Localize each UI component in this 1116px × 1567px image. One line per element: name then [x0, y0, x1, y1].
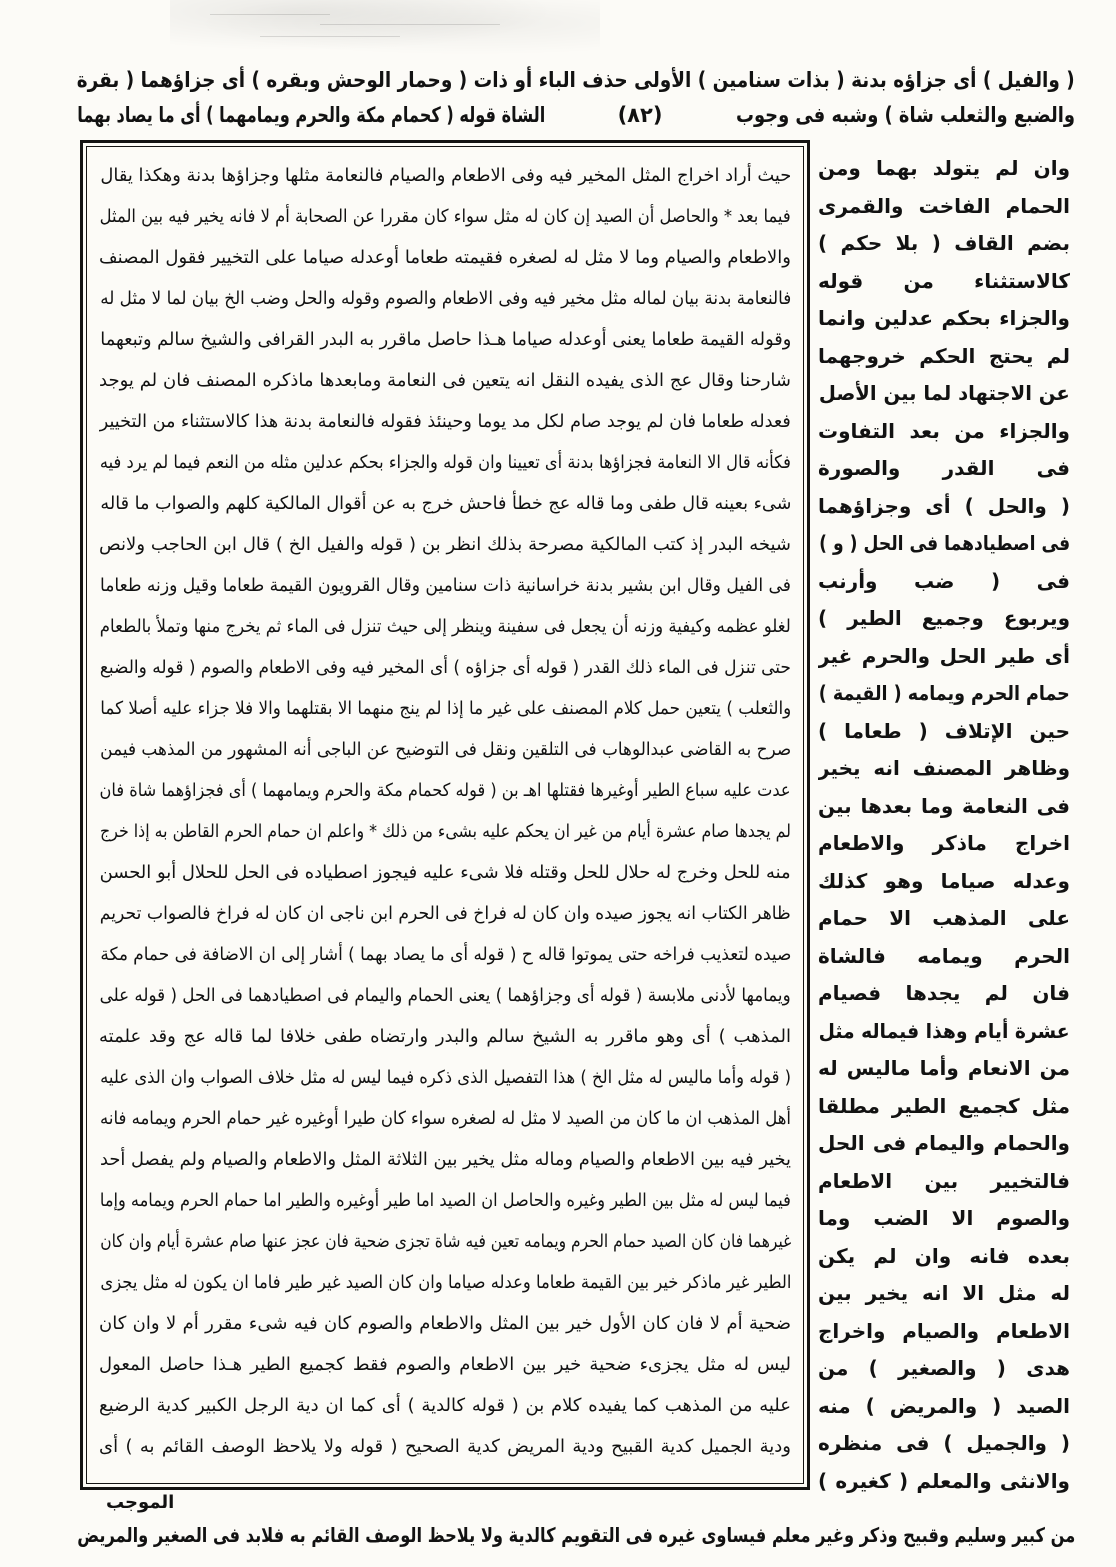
- commentary-line-text: فى الفيل وقال ابن بشير بدنة خراسانية ذات سنامين وقال القرويون القيمة طعاما وقيل وزنه طعاما: [99, 575, 791, 596]
- margin-line-text: ويربوع وجميع الطير ): [818, 606, 1070, 630]
- margin-line: [818, 1350, 1070, 1388]
- commentary-line-text: حتى تنزل فى الماء ذلك القدر ( قوله أى جزاؤه ) أى المخير فيه وفى الاطعام والصوم ( قوله والضبع: [99, 657, 791, 678]
- commentary-line-text: فكأنه قال الا النعامة فجزاؤها بدنة أى تعيينا وان قوله والجزاء بحكم عدلين مثله من النعم فيما لم يرد فيه: [100, 452, 791, 473]
- margin-line-text: والانثى والمعلم ( كغيره ): [818, 1468, 1070, 1493]
- margin-line-text: الصيد ( والمريض ) منه: [818, 1393, 1070, 1418]
- commentary-line-text: والاطعام والصيام وما لا مثل له لصغره فقيمته طعاما أوعدله صياما على التخيير فقول المصنف: [99, 247, 791, 268]
- commentary-line-text: عدت عليه سباع الطير أوغيرها فقتلها اهـ بن ( قوله كحمام مكة والحرم ويمامهما ) أى فجزاؤهما شاة فان: [100, 780, 791, 801]
- margin-line: [818, 1388, 1070, 1426]
- commentary-line-text: ( قوله وأما ماليس له مثل الخ ) هذا التفصيل الذى ذكره فيما ليس له مثل خلاف الصواب وان الذى عليه: [100, 1067, 791, 1088]
- commentary-line: [99, 1344, 791, 1385]
- matn-header-line-1: [76, 64, 1075, 97]
- commentary-line: [99, 319, 791, 360]
- margin-line: [818, 1013, 1070, 1051]
- commentary-line: [99, 524, 791, 565]
- margin-line: [818, 1200, 1070, 1238]
- margin-line: [818, 1275, 1070, 1313]
- margin-line: [818, 1463, 1070, 1501]
- commentary-line: [99, 196, 791, 237]
- commentary-line: [99, 1426, 791, 1467]
- margin-line-text: الحرم ويمامه فالشاة: [818, 943, 1070, 968]
- margin-matn-column: [818, 150, 1070, 1500]
- margin-line: [818, 338, 1070, 376]
- commentary-line-text: أهل المذهب ان ما كان من الصيد لا مثل له لصغره سواء كان طيرا أوغيره غير حمام الحرم ويمامه فانه: [100, 1108, 791, 1129]
- commentary-line: [99, 1262, 791, 1303]
- commentary-line-text: المذهب ) أى وهو ماقرر به الشيخ سالم والبدر وارتضاه طفى خلافا لما قاله عج وقد علمته: [99, 1026, 791, 1047]
- margin-line: [818, 938, 1070, 976]
- commentary-line-text: غيرهما فان كان الصيد حمام الحرم ويمامه تعين فيه شاة تجزى ضحية فان عجز عنها صام عشرة أيام وان كان: [100, 1231, 791, 1252]
- margin-line-text: وظاهر المصنف انه يخير: [818, 756, 1070, 780]
- margin-line-text: ( والحل ) أى وجزاؤهما: [818, 493, 1070, 518]
- scan-smudge: [170, 0, 600, 58]
- margin-line: [818, 188, 1070, 226]
- commentary-line-text: فالنعامة بدنة بيان لماله مثل مخير فيه وفى الاطعام والصوم وقوله والحل وضب الخ بيان لما لا مثل له: [99, 288, 791, 309]
- commentary-line-text: حيث أراد اخراج المثل المخير فيه وفى الاطعام والصيام فالنعامة مثلها وجزاؤها بدنة وهكذا يقال: [100, 165, 791, 186]
- commentary-line: [99, 852, 791, 893]
- commentary-line: [99, 1385, 791, 1426]
- margin-line-text: مثل كجميع الطير مطلقا: [818, 1093, 1070, 1118]
- margin-line-text: له مثل الا انه يخير بين: [818, 1281, 1070, 1305]
- margin-line-text: فالتخيير بين الاطعام: [818, 1168, 1070, 1193]
- commentary-line-text: فيما بعد * والحاصل أن الصيد إن كان له مثل سواء كان مقررا عن الصحابة أم لا فانه يخير فيه بين المثل: [99, 206, 791, 227]
- page-number: (٨٢): [617, 103, 663, 127]
- commentary-line-text: عليه من المذهب كما يفيده كلام بن ( قوله كالدية ) أى كما ان دية الرجل الكبير كدية الرضيع: [99, 1395, 791, 1416]
- commentary-line: [99, 483, 791, 524]
- margin-line-text: عشرة أيام وهذا فيماله مثل: [819, 1018, 1070, 1043]
- commentary-line: [99, 565, 791, 606]
- margin-line-text: الاطعام والصيام واخراج: [818, 1318, 1070, 1343]
- commentary-line: [99, 360, 791, 401]
- commentary-line: [99, 934, 791, 975]
- commentary-line: [99, 1016, 791, 1057]
- margin-line-text: أى طير الحل والحرم غير: [818, 643, 1070, 668]
- margin-line-text: فى ( ضب وأرنب: [818, 568, 1070, 593]
- margin-line: [818, 638, 1070, 676]
- commentary-line: [99, 1221, 791, 1262]
- margin-line: [818, 825, 1070, 863]
- matn-header-line-2-left: [76, 99, 545, 132]
- margin-line: [818, 713, 1070, 751]
- commentary-line-text: الطير غير ماذكر خير بين القيمة طعاما وعدله صياما وان كان الصيد غير طير فاما ان يكون له مثل يجزى: [99, 1272, 791, 1293]
- margin-line-text: وعدله صياما وهو كذلك: [818, 868, 1070, 893]
- margin-line-text: حمام الحرم ويمامه ( القيمة ): [818, 681, 1070, 705]
- commentary-line: [99, 1098, 791, 1139]
- margin-line: [818, 1425, 1070, 1463]
- commentary-line-text: منه للحل وخرج له حلال للحل وقتله فلا شىء عليه فيجوز اصطياده فى الحل للحلال أبو الحسن: [99, 862, 791, 883]
- commentary-line: [99, 442, 791, 483]
- margin-line: [818, 1313, 1070, 1351]
- commentary-line-text: والثعلب ) يتعين حمل كلام المصنف على غير ما إذا لم ينج منهما الا بقتلهما والا فلا جزاء عليه أصلا كما: [99, 698, 791, 719]
- commentary-line-text: ظاهر الكتاب انه يجوز صيده وان كان له فراخ فى الحرم ابن ناجى ان كان له فراخ فالصواب تحريم: [99, 903, 791, 924]
- margin-line-text: بضم القاف ( بلا حكم ): [818, 231, 1070, 255]
- margin-line-text: فى اصطيادهما فى الحل ( و ): [818, 531, 1070, 555]
- margin-line: [818, 150, 1070, 188]
- margin-line: [818, 675, 1070, 713]
- margin-line: [818, 488, 1070, 526]
- margin-line: [818, 225, 1070, 263]
- margin-line: [818, 1238, 1070, 1276]
- commentary-line: [99, 1139, 791, 1180]
- commentary-line-text: فعدله طعاما فان لم يوجد صام لكل مد يوما وحينئذ فقوله فالنعامة بدنة هذا كالاستثناء من التخيير: [100, 411, 791, 432]
- commentary-line: [99, 811, 791, 852]
- commentary-line-text: صرح به القاضى عبدالوهاب فى التلقين ونقل فى التوضيح عن الباجى أنه المشهور من المذهب فيمن: [99, 739, 791, 760]
- commentary-line: [99, 893, 791, 934]
- margin-line: [818, 450, 1070, 488]
- commentary-line-text: وقوله القيمة طعاما يعنى أوعدله صياما هـذا حاصل ماقرر به البدر القرافى والشيخ سالم وتبعهما: [100, 329, 791, 350]
- margin-line-text: والجزاء بحكم عدلين وانما: [818, 306, 1070, 330]
- commentary-line: [99, 401, 791, 442]
- commentary-line: [99, 729, 791, 770]
- margin-line-text: من الانعام وأما ماليس له: [818, 1056, 1070, 1080]
- commentary-line: [99, 1057, 791, 1098]
- commentary-line-text: فيما ليس له مثل بين الطير وغيره والحاصل ان الصيد اما طير أوغيره والطير اما حمام الحرم ويمامه وإما: [100, 1190, 791, 1211]
- matn-header-line-2-right: [735, 99, 1075, 132]
- margin-line-text: فى النعامة وما بعدها بين: [818, 793, 1070, 818]
- commentary-line: [99, 278, 791, 319]
- matn-header-line-2-left-text: الشاة قوله ( كحمام مكة والحرم ويمامهما ) أى ما يصاد بهما: [76, 103, 545, 127]
- commentary-line-text: لم يجدها صام عشرة أيام من غير ان يحكم عليه بشىء من ذلك * واعلم ان حمام الحرم القاطن به إذا خرج: [100, 821, 791, 842]
- margin-line: [818, 1163, 1070, 1201]
- margin-line: [818, 525, 1070, 563]
- commentary-line-text: لغلو عظمه وكيفية وزنه أن يجعل فى سفينة وينظر إلى حيث تنزل فى الماء ثم يخرج منها وتملأ بالطعام: [100, 616, 791, 637]
- margin-line-text: على المذهب الا حمام: [818, 906, 1070, 930]
- margin-line: [818, 1050, 1070, 1088]
- margin-line-text: ( والجميل ) فى منظره: [818, 1431, 1070, 1455]
- commentary-line-text: شىء بعينه قال طفى وما قاله عج خطأ فاحش خرج به عن أقوال المالكية كلهم والصواب ما قاله: [99, 493, 791, 514]
- matn-header-line-2: [76, 99, 1075, 132]
- margin-line-text: والصوم الا الضب وما: [818, 1206, 1070, 1230]
- commentary-line: [99, 1303, 791, 1344]
- margin-line: [818, 263, 1070, 301]
- margin-line: [818, 375, 1070, 413]
- commentary-line: [99, 155, 791, 196]
- margin-line-text: عن الاجتهاد لما بين الأصل: [818, 381, 1070, 405]
- margin-line: [818, 1125, 1070, 1163]
- matn-footer-line-text: من كبير وسليم وقبيح وذكر وغير معلم فيساوى غيره فى التقويم كالدية ولا يلاحظ الوصف القائم به فلابد فى الصغير والمريض: [76, 1523, 1075, 1547]
- margin-line-text: اخراج ماذكر والاطعام: [818, 831, 1070, 855]
- commentary-line: [99, 1180, 791, 1221]
- commentary-line-text: شيخه البدر إذ كتب المالكية مصرحة بذلك انظر بن ( قوله والفيل الخ ) قال ابن الحاجب ولانص: [99, 534, 791, 555]
- matn-footer-line: [76, 1518, 1075, 1552]
- commentary-line-text: ضحية أم لا فان كان الأول خير بين المثل والاطعام والصوم كان فيه شىء مقرر أم لا وان كان: [99, 1313, 791, 1334]
- margin-line-text: لم يحتج الحكم خروجهما: [818, 343, 1070, 368]
- margin-line-text: هدى ( والصغير ) من: [818, 1356, 1070, 1380]
- margin-line: [818, 900, 1070, 938]
- commentary-frame: [80, 140, 810, 1490]
- margin-line: [818, 300, 1070, 338]
- margin-line-text: والحمام واليمام فى الحل: [818, 1131, 1070, 1155]
- margin-line: [818, 413, 1070, 451]
- margin-line-text: بعده فانه وان لم يكن: [818, 1243, 1070, 1268]
- margin-line: [818, 600, 1070, 638]
- commentary-line: [99, 606, 791, 647]
- commentary-line-text: ودية الجميل كدية القبيح ودية المريض كدية الصحيح ( قوله ولا يلاحظ الوصف القائم به ) أى: [99, 1436, 791, 1457]
- margin-line: [818, 788, 1070, 826]
- commentary-line: [99, 647, 791, 688]
- margin-line-text: فى القدر والصورة: [818, 456, 1070, 480]
- margin-line: [818, 750, 1070, 788]
- commentary-line: [99, 770, 791, 811]
- margin-line: [818, 1088, 1070, 1126]
- margin-line: [818, 563, 1070, 601]
- commentary-line: [99, 688, 791, 729]
- commentary-line-text: صيده لتعذيب فراخه حتى يموتوا قاله ح ( قوله أى ما يصاد بهما ) أشار إلى ان الاضافة فى حمام مكة: [100, 944, 791, 965]
- margin-line: [818, 863, 1070, 901]
- commentary-line-text: شارحنا وقال عج الذى يفيده النقل انه يتعين فى النعامة ومابعدها ماذكره المصنف فان لم يوجد: [99, 370, 791, 391]
- margin-line-text: وان لم يتولد بهما ومن: [818, 156, 1070, 180]
- matn-header-line-2-right-text: والضبع والثعلب شاة ) وشبه فى وجوب: [735, 103, 1075, 127]
- margin-line: [818, 975, 1070, 1013]
- margin-line-text: حين الإتلاف ( طعاما ): [818, 718, 1070, 743]
- commentary-line: [99, 237, 791, 278]
- commentary-line: [99, 975, 791, 1016]
- commentary-line-text: ليس له مثل يجزىء ضحية خير بين الاطعام والصوم فقط كجميع الطير هـذا حاصل المعول: [99, 1354, 791, 1375]
- catchword: الموجب: [106, 1492, 175, 1513]
- matn-header-line-1-text: ( والفيل ) أى جزاؤه بدنة ( بذات سنامين ) الأولى حذف الباء أو ذات ( وحمار الوحش وبقره ) أى جزاؤهما ( بقرة: [77, 68, 1075, 92]
- margin-line-text: والجزاء من بعد التفاوت: [818, 418, 1070, 443]
- margin-line-text: الحمام الفاخت والقمرى: [818, 193, 1070, 218]
- commentary-line-text: يخير فيه بين الاطعام والصيام وماله مثل يخير بين الثلاثة المثل والاطعام والصيام ولم يفصل أحد: [100, 1149, 791, 1170]
- margin-line-text: فان لم يجدها فصيام: [818, 981, 1070, 1005]
- commentary-text: [86, 146, 804, 1484]
- margin-line-text: كالاستثناء من قوله: [818, 268, 1070, 293]
- commentary-line-text: ويمامها لأدنى ملابسة ( قوله أى وجزاؤهما ) يعنى الحمام واليمام فى اصطيادهما فى الحل ( قوله على: [99, 985, 791, 1006]
